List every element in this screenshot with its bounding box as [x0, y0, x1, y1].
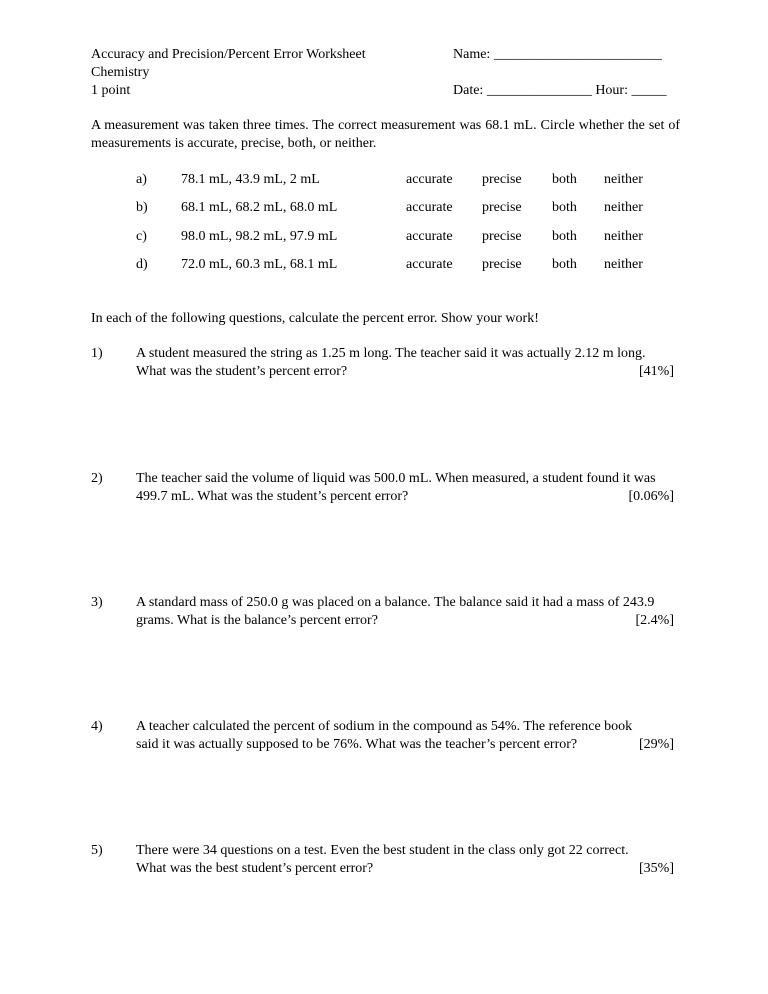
set-values: 78.1 mL, 43.9 mL, 2 mL: [181, 172, 320, 187]
question-text: [136, 594, 680, 630]
option-both: both: [552, 229, 577, 244]
question-line-2: [136, 612, 680, 630]
question-line-2: [136, 736, 680, 754]
option-both: both: [552, 172, 577, 187]
answer-key: [0.06%]: [628, 489, 674, 504]
option-precise: precise: [482, 200, 522, 215]
question-line-1: There were 34 questions on a test. Even the best student in the class only got 22 correct.: [136, 843, 629, 858]
option-neither: neither: [604, 200, 643, 215]
question-text: [136, 345, 680, 381]
question-number: 4): [91, 719, 103, 734]
question-text: [136, 842, 680, 878]
question-line-2: [136, 860, 680, 878]
name-field: Name: ________________________: [453, 47, 662, 62]
question-number: 5): [91, 843, 103, 858]
option-accurate: accurate: [406, 172, 453, 187]
set-values: 68.1 mL, 68.2 mL, 68.0 mL: [181, 200, 338, 215]
option-both: both: [552, 257, 577, 272]
points-label: 1 point: [91, 83, 131, 98]
option-neither: neither: [604, 172, 643, 187]
set-values: 72.0 mL, 60.3 mL, 68.1 mL: [181, 257, 338, 272]
subject-label: Chemistry: [91, 65, 150, 80]
question-line-1: A standard mass of 250.0 g was placed on a balance. The balance said it had a mass of 243.9: [136, 595, 655, 610]
question-line-2-text: What was the best student’s percent error?: [136, 861, 374, 876]
option-precise: precise: [482, 257, 522, 272]
answer-key: [29%]: [639, 737, 674, 752]
question-number: 3): [91, 595, 103, 610]
question-line-2-text: 499.7 mL. What was the student’s percent error?: [136, 489, 409, 504]
question-number: 2): [91, 471, 103, 486]
option-neither: neither: [604, 229, 643, 244]
set-letter: c): [136, 229, 147, 244]
date-hour-field: Date: _______________ Hour: _____: [453, 83, 667, 98]
question-line-2: [136, 363, 680, 381]
answer-key: [2.4%]: [635, 613, 674, 628]
question-line-2-text: What was the student’s percent error?: [136, 364, 348, 379]
option-both: both: [552, 200, 577, 215]
intro-paragraph: A measurement was taken three times. The correct measurement was 68.1 mL. Circle whether the set of measurements is accurate, precise, both, or neither.: [91, 118, 680, 151]
worksheet-title: Accuracy and Precision/Percent Error Worksheet: [91, 47, 366, 62]
question-line-1: A teacher calculated the percent of sodium in the compound as 54%. The reference book: [136, 719, 633, 734]
answer-key: [41%]: [639, 364, 674, 379]
question-line-1: The teacher said the volume of liquid was 500.0 mL. When measured, a student found it was: [136, 471, 656, 486]
question-number: 1): [91, 346, 103, 361]
set-letter: a): [136, 172, 147, 187]
set-values: 98.0 mL, 98.2 mL, 97.9 mL: [181, 229, 338, 244]
option-precise: precise: [482, 172, 522, 187]
set-letter: d): [136, 257, 148, 272]
question-line-2-text: said it was actually supposed to be 76%. What was the teacher’s percent error?: [136, 737, 578, 752]
question-line-2-text: grams. What is the balance’s percent error?: [136, 613, 378, 628]
question-text: [136, 470, 680, 506]
question-line-2: [136, 488, 680, 506]
instructions: In each of the following questions, calculate the percent error. Show your work!: [91, 311, 539, 326]
option-neither: neither: [604, 257, 643, 272]
option-accurate: accurate: [406, 257, 453, 272]
set-letter: b): [136, 200, 148, 215]
answer-key: [35%]: [639, 861, 674, 876]
option-accurate: accurate: [406, 200, 453, 215]
question-line-1: A student measured the string as 1.25 m long. The teacher said it was actually 2.12 m long.: [136, 346, 646, 361]
option-accurate: accurate: [406, 229, 453, 244]
question-text: [136, 718, 680, 754]
option-precise: precise: [482, 229, 522, 244]
